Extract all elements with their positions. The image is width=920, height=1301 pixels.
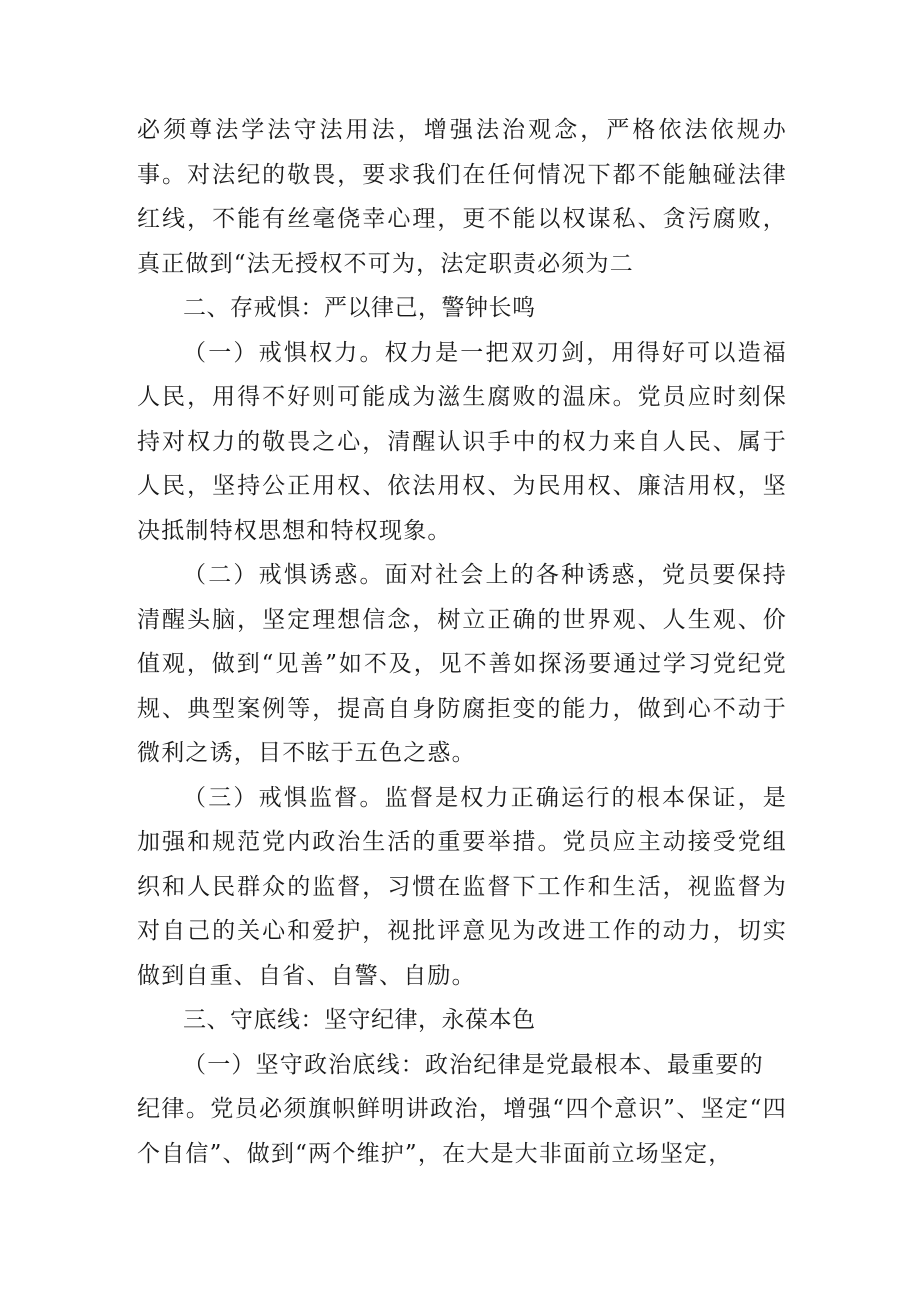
- paragraph-2: （一）戒惧权力。权力是一把双刃剑，用得好可以造福人民，用得不好则可能成为滋生腐败的温床。党员应时刻保持对权力的敬畏之心，清醒认识手中的权力来自人民、属于人民，坚持公正用权、依法用权、为民用权、廉洁用权，坚决抵制特权思想和特权现象。: [137, 339, 787, 544]
- section-heading-2: 二、存戒惧：严以律己，警钟长鸣: [183, 295, 536, 321]
- section-heading-3: 三、守底线：坚守纪律，永葆本色: [183, 1007, 536, 1033]
- paragraph-4: （三）戒惧监督。监督是权力正确运行的根本保证，是加强和规范党内政治生活的重要举措。党员应主动接受党组织和人民群众的监督，习惯在监督下工作和生活，视监督为对自己的关心和爱护，视批评意见为改进工作的动力，切实做到自重、自省、自警、自励。: [137, 784, 787, 989]
- paragraph-5-continuation: 纪律。党员必须旗帜鲜明讲政治，增强“四个意识”、坚定“四个自信”、做到“两个维护”，在大是大非面前立场坚定，: [137, 1096, 787, 1167]
- document-body: [137, 108, 787, 1176]
- paragraph-5-line-1: （一）坚守政治底线：政治纪律是党最根本、最重要的: [183, 1051, 764, 1078]
- paragraph-1: 必须尊法学法守法用法，增强法治观念，严格依法依规办事。对法纪的敬畏，要求我们在任何情况下都不能触碰法律红线，不能有丝毫侥幸心理，更不能以权谋私、贪污腐败，真正做到“法无授权不可为，法定职责必须为二: [137, 117, 787, 277]
- paragraph-3: （二）戒惧诱惑。面对社会上的各种诱惑，党员要保持清醒头脑，坚定理想信念，树立正确的世界观、人生观、价值观，做到“见善”如不及，见不善如探汤要通过学习党纪党规、典型案例等，提高自身防腐拒变的能力，做到心不动于微利之诱，目不眩于五色之惑。: [137, 562, 787, 766]
